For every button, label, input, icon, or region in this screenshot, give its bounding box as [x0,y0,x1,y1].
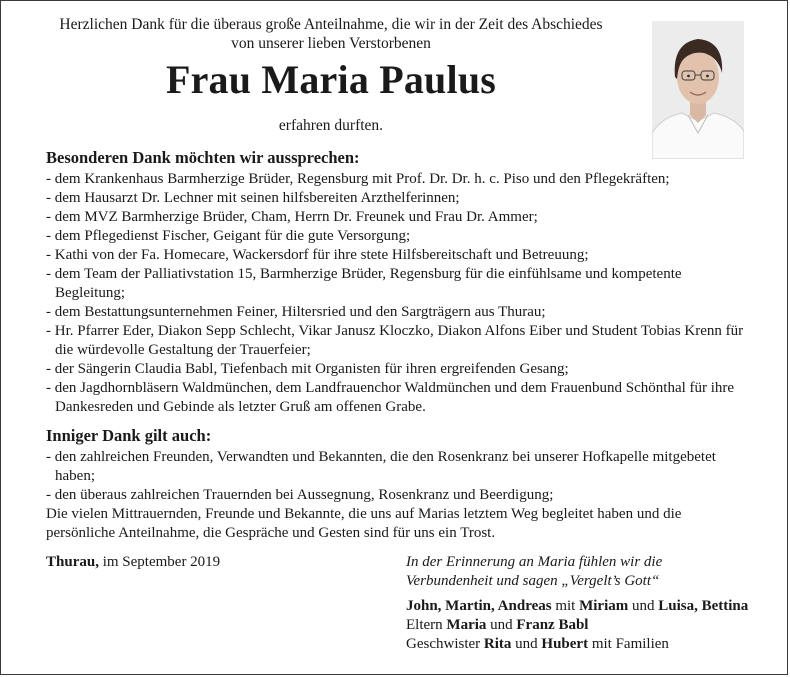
family-names: John, Martin, Andreas [406,598,552,614]
thanks-body [46,147,751,543]
family-names: Hubert [541,636,589,652]
connector: und [511,636,542,652]
memory-line-2: Verbundenheit und sagen „Vergelt’s Gott“ [406,573,660,589]
memory-line-1: In der Erinnerung an Maria fühlen wir die [406,554,663,570]
relation-label: Geschwister [406,636,484,652]
intro-closing: erfahren durften. [278,117,384,134]
list-item: - der Sängerin Claudia Babl, Tiefenbach mit Organisten für ihren ergreifenden Gesang; [46,361,569,377]
connector: und [486,617,517,633]
section-heading-special-thanks: Besonderen Dank möchten wir aussprechen: [46,148,360,167]
list-item: - den Jagdhornbläsern Waldmünchen, dem Landfrauenchor Waldmünchen und dem Frauenbund Schönthal für ihre Dankesreden und Gebinde als letzter Gruß am offenen Grabe. [46,380,735,415]
portrait-photo [652,21,744,159]
relation-label: Eltern [406,617,447,633]
list-item: - dem Krankenhaus Barmherzige Brüder, Regensburg mit Prof. Dr. Dr. h. c. Piso und den Pflegekräften; [46,171,670,187]
place: Thurau, [46,554,99,570]
signature-block [46,553,751,663]
list-item: - dem Bestattungsunternehmen Feiner, Hiltersried und den Sargträgern aus Thurau; [46,304,546,320]
place-and-date [46,553,220,572]
family-line-3 [406,635,751,654]
heartfelt-thanks-list [46,448,751,505]
family-names: Luisa, Bettina [658,598,749,614]
closing-paragraph: Die vielen Mittrauernden, Freunde und Bekannte, die uns auf Marias letztem Weg begleitet haben und die persönliche Anteilnahme, die Gespräche und Gesten sind für uns ein Trost. [46,506,682,541]
family-names: Franz Babl [516,617,589,633]
family-signatures [406,597,751,654]
intro-text [31,15,631,53]
list-item: - dem Pflegedienst Fischer, Geigant für die gute Versorgung; [46,228,411,244]
list-item: - Kathi von der Fa. Homecare, Wackersdorf für ihre stete Hilfsbereitschaft und Betreuung; [46,247,589,263]
family-line-2 [406,616,751,635]
family-names: Miriam [579,598,629,614]
connector: mit [551,598,580,614]
family-names: Maria [446,617,487,633]
list-item: - dem Team der Palliativstation 15, Barmherzige Brüder, Regensburg für die einfühlsame und kompetente Begleitung; [46,266,682,301]
list-item: - Hr. Pfarrer Eder, Diakon Sepp Schlecht, Vikar Janusz Kloczko, Diakon Alfons Eiber und Student Tobias Krenn für die würdevolle Gestaltung der Trauerfeier; [46,323,744,358]
connector: mit Familien [588,636,669,652]
deceased-name: Frau Maria Paulus [165,57,497,102]
intro-line-2: von unserer lieben Verstorbenen [231,35,431,52]
family-line-1 [406,597,751,616]
family-names: Rita [483,636,512,652]
list-item: - den zahlreichen Freunden, Verwandten und Bekannten, die den Rosenkranz bei unserer Hofkapelle mitgebetet haben; [46,449,716,484]
special-thanks-list [46,170,751,417]
list-item: - den überaus zahlreichen Trauernden bei Aussegnung, Rosenkranz und Beerdigung; [46,487,554,503]
connector: und [628,598,659,614]
date: im September 2019 [98,554,221,570]
section-heading-heartfelt-thanks: Inniger Dank gilt auch: [46,426,212,445]
list-item: - dem Hausarzt Dr. Lechner mit seinen hilfsbereiten Arzthelferinnen; [46,190,460,206]
portrait-icon [652,21,744,159]
list-item: - dem MVZ Barmherzige Brüder, Cham, Herrn Dr. Freunek und Frau Dr. Ammer; [46,209,538,225]
intro-line-1: Herzlichen Dank für die überaus große Anteilnahme, die wir in der Zeit des Abschiedes [59,16,603,33]
memory-quote [406,553,751,591]
